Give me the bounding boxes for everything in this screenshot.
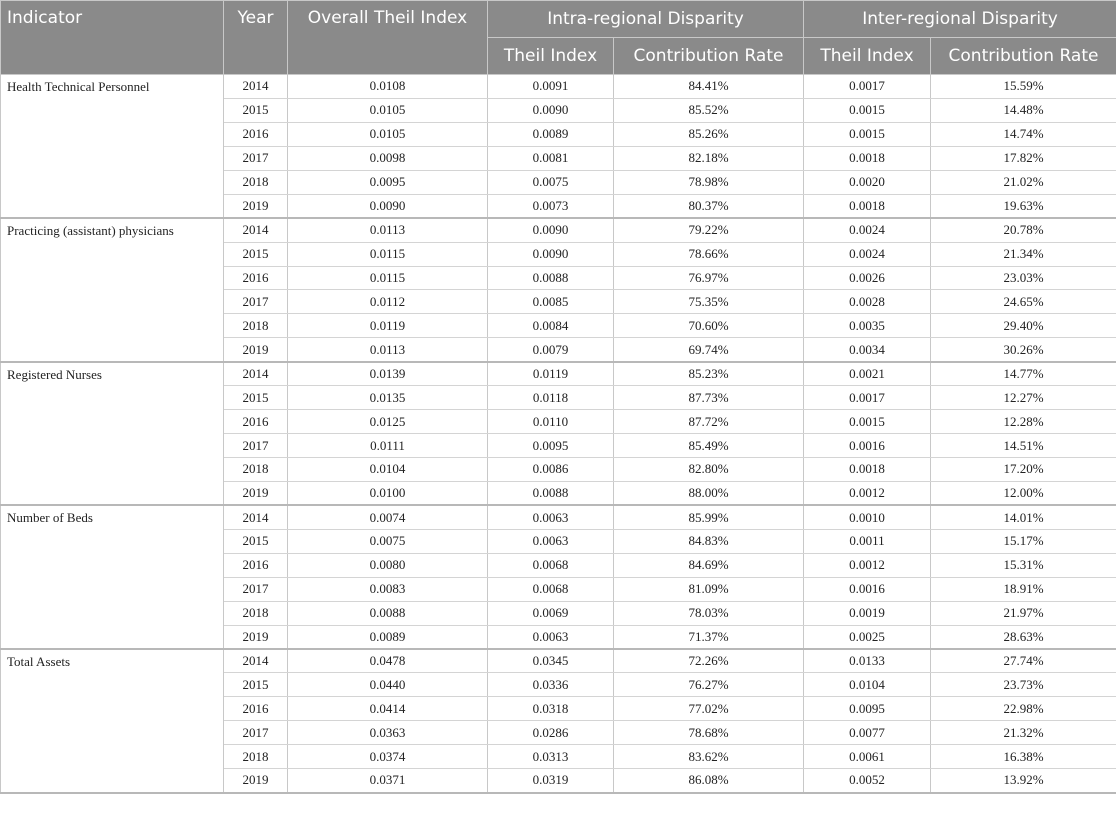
- inter-theil-cell: 0.0095: [804, 697, 931, 721]
- intra-theil-cell: 0.0063: [488, 625, 614, 649]
- inter-contribution-cell: 16.38%: [931, 745, 1116, 769]
- overall-theil-cell: 0.0074: [288, 505, 488, 529]
- year-cell: 2017: [224, 577, 288, 601]
- header-inter-theil: Theil Index: [804, 38, 931, 75]
- intra-contribution-cell: 76.27%: [614, 673, 804, 697]
- year-cell: 2015: [224, 98, 288, 122]
- overall-theil-cell: 0.0113: [288, 338, 488, 362]
- inter-contribution-cell: 17.20%: [931, 458, 1116, 482]
- overall-theil-cell: 0.0100: [288, 481, 488, 505]
- inter-contribution-cell: 21.34%: [931, 242, 1116, 266]
- intra-contribution-cell: 87.72%: [614, 410, 804, 434]
- table-row: [1, 649, 1116, 673]
- inter-contribution-cell: 21.97%: [931, 601, 1116, 625]
- intra-theil-cell: 0.0319: [488, 769, 614, 793]
- inter-theil-cell: 0.0019: [804, 601, 931, 625]
- inter-theil-cell: 0.0020: [804, 170, 931, 194]
- intra-theil-cell: 0.0345: [488, 649, 614, 673]
- inter-theil-cell: 0.0104: [804, 673, 931, 697]
- year-cell: 2018: [224, 314, 288, 338]
- header-inter-contribution: Contribution Rate: [931, 38, 1116, 75]
- inter-contribution-cell: 19.63%: [931, 194, 1116, 218]
- overall-theil-cell: 0.0374: [288, 745, 488, 769]
- year-cell: 2017: [224, 290, 288, 314]
- header-intra-regional: Intra-regional Disparity: [488, 1, 804, 38]
- inter-theil-cell: 0.0015: [804, 122, 931, 146]
- year-cell: 2019: [224, 769, 288, 793]
- table-body: [1, 75, 1116, 793]
- year-cell: 2016: [224, 122, 288, 146]
- inter-contribution-cell: 15.31%: [931, 553, 1116, 577]
- intra-contribution-cell: 88.00%: [614, 481, 804, 505]
- intra-contribution-cell: 78.98%: [614, 170, 804, 194]
- inter-theil-cell: 0.0018: [804, 458, 931, 482]
- intra-theil-cell: 0.0090: [488, 242, 614, 266]
- intra-contribution-cell: 85.99%: [614, 505, 804, 529]
- inter-theil-cell: 0.0133: [804, 649, 931, 673]
- inter-contribution-cell: 13.92%: [931, 769, 1116, 793]
- inter-contribution-cell: 15.59%: [931, 75, 1116, 99]
- year-cell: 2014: [224, 649, 288, 673]
- intra-theil-cell: 0.0063: [488, 505, 614, 529]
- header-inter-regional: Inter-regional Disparity: [804, 1, 1116, 38]
- intra-theil-cell: 0.0286: [488, 721, 614, 745]
- overall-theil-cell: 0.0115: [288, 266, 488, 290]
- intra-theil-cell: 0.0089: [488, 122, 614, 146]
- inter-contribution-cell: 20.78%: [931, 218, 1116, 242]
- intra-contribution-cell: 84.41%: [614, 75, 804, 99]
- intra-theil-cell: 0.0068: [488, 577, 614, 601]
- year-cell: 2017: [224, 721, 288, 745]
- year-cell: 2017: [224, 434, 288, 458]
- year-cell: 2019: [224, 194, 288, 218]
- inter-contribution-cell: 15.17%: [931, 529, 1116, 553]
- inter-theil-cell: 0.0035: [804, 314, 931, 338]
- inter-contribution-cell: 23.73%: [931, 673, 1116, 697]
- inter-theil-cell: 0.0017: [804, 75, 931, 99]
- header-year: Year: [224, 1, 288, 75]
- table-header: [1, 1, 1116, 75]
- year-cell: 2015: [224, 242, 288, 266]
- inter-contribution-cell: 21.02%: [931, 170, 1116, 194]
- inter-contribution-cell: 14.74%: [931, 122, 1116, 146]
- year-cell: 2016: [224, 266, 288, 290]
- intra-contribution-cell: 84.83%: [614, 529, 804, 553]
- overall-theil-cell: 0.0080: [288, 553, 488, 577]
- intra-contribution-cell: 82.18%: [614, 146, 804, 170]
- overall-theil-cell: 0.0090: [288, 194, 488, 218]
- overall-theil-cell: 0.0088: [288, 601, 488, 625]
- intra-contribution-cell: 80.37%: [614, 194, 804, 218]
- intra-contribution-cell: 76.97%: [614, 266, 804, 290]
- intra-contribution-cell: 78.03%: [614, 601, 804, 625]
- inter-theil-cell: 0.0028: [804, 290, 931, 314]
- indicator-cell: Practicing (assistant) physicians: [1, 218, 224, 362]
- year-cell: 2017: [224, 146, 288, 170]
- inter-contribution-cell: 17.82%: [931, 146, 1116, 170]
- intra-contribution-cell: 83.62%: [614, 745, 804, 769]
- inter-theil-cell: 0.0052: [804, 769, 931, 793]
- inter-contribution-cell: 27.74%: [931, 649, 1116, 673]
- inter-theil-cell: 0.0024: [804, 218, 931, 242]
- inter-theil-cell: 0.0015: [804, 410, 931, 434]
- intra-theil-cell: 0.0088: [488, 481, 614, 505]
- year-cell: 2019: [224, 481, 288, 505]
- intra-theil-cell: 0.0088: [488, 266, 614, 290]
- inter-contribution-cell: 12.27%: [931, 386, 1116, 410]
- header-overall-theil: Overall Theil Index: [288, 1, 488, 75]
- inter-contribution-cell: 14.48%: [931, 98, 1116, 122]
- intra-contribution-cell: 84.69%: [614, 553, 804, 577]
- inter-contribution-cell: 14.51%: [931, 434, 1116, 458]
- intra-theil-cell: 0.0069: [488, 601, 614, 625]
- year-cell: 2014: [224, 505, 288, 529]
- intra-contribution-cell: 86.08%: [614, 769, 804, 793]
- intra-contribution-cell: 69.74%: [614, 338, 804, 362]
- inter-contribution-cell: 12.28%: [931, 410, 1116, 434]
- intra-contribution-cell: 82.80%: [614, 458, 804, 482]
- intra-contribution-cell: 79.22%: [614, 218, 804, 242]
- inter-contribution-cell: 18.91%: [931, 577, 1116, 601]
- inter-theil-cell: 0.0077: [804, 721, 931, 745]
- overall-theil-cell: 0.0363: [288, 721, 488, 745]
- inter-theil-cell: 0.0011: [804, 529, 931, 553]
- year-cell: 2015: [224, 386, 288, 410]
- overall-theil-cell: 0.0135: [288, 386, 488, 410]
- intra-theil-cell: 0.0084: [488, 314, 614, 338]
- inter-theil-cell: 0.0034: [804, 338, 931, 362]
- year-cell: 2019: [224, 625, 288, 649]
- intra-contribution-cell: 75.35%: [614, 290, 804, 314]
- overall-theil-cell: 0.0112: [288, 290, 488, 314]
- intra-theil-cell: 0.0318: [488, 697, 614, 721]
- inter-theil-cell: 0.0012: [804, 553, 931, 577]
- overall-theil-cell: 0.0098: [288, 146, 488, 170]
- year-cell: 2018: [224, 458, 288, 482]
- intra-theil-cell: 0.0086: [488, 458, 614, 482]
- inter-contribution-cell: 22.98%: [931, 697, 1116, 721]
- inter-contribution-cell: 14.77%: [931, 362, 1116, 386]
- inter-contribution-cell: 29.40%: [931, 314, 1116, 338]
- inter-theil-cell: 0.0024: [804, 242, 931, 266]
- intra-contribution-cell: 87.73%: [614, 386, 804, 410]
- inter-theil-cell: 0.0016: [804, 434, 931, 458]
- year-cell: 2016: [224, 410, 288, 434]
- header-intra-contribution: Contribution Rate: [614, 38, 804, 75]
- intra-theil-cell: 0.0079: [488, 338, 614, 362]
- overall-theil-cell: 0.0371: [288, 769, 488, 793]
- year-cell: 2014: [224, 75, 288, 99]
- indicator-cell: Number of Beds: [1, 505, 224, 649]
- intra-contribution-cell: 85.23%: [614, 362, 804, 386]
- inter-contribution-cell: 28.63%: [931, 625, 1116, 649]
- inter-theil-cell: 0.0025: [804, 625, 931, 649]
- intra-theil-cell: 0.0090: [488, 98, 614, 122]
- inter-theil-cell: 0.0015: [804, 98, 931, 122]
- intra-theil-cell: 0.0068: [488, 553, 614, 577]
- overall-theil-cell: 0.0414: [288, 697, 488, 721]
- year-cell: 2014: [224, 218, 288, 242]
- overall-theil-cell: 0.0111: [288, 434, 488, 458]
- intra-theil-cell: 0.0081: [488, 146, 614, 170]
- inter-contribution-cell: 30.26%: [931, 338, 1116, 362]
- overall-theil-cell: 0.0083: [288, 577, 488, 601]
- inter-theil-cell: 0.0061: [804, 745, 931, 769]
- indicator-cell: Health Technical Personnel: [1, 75, 224, 219]
- intra-contribution-cell: 85.52%: [614, 98, 804, 122]
- intra-theil-cell: 0.0090: [488, 218, 614, 242]
- intra-contribution-cell: 72.26%: [614, 649, 804, 673]
- intra-theil-cell: 0.0110: [488, 410, 614, 434]
- overall-theil-cell: 0.0108: [288, 75, 488, 99]
- year-cell: 2016: [224, 697, 288, 721]
- year-cell: 2014: [224, 362, 288, 386]
- year-cell: 2016: [224, 553, 288, 577]
- inter-theil-cell: 0.0018: [804, 146, 931, 170]
- inter-theil-cell: 0.0010: [804, 505, 931, 529]
- year-cell: 2018: [224, 601, 288, 625]
- indicator-cell: Registered Nurses: [1, 362, 224, 506]
- intra-theil-cell: 0.0118: [488, 386, 614, 410]
- overall-theil-cell: 0.0075: [288, 529, 488, 553]
- intra-contribution-cell: 77.02%: [614, 697, 804, 721]
- intra-theil-cell: 0.0073: [488, 194, 614, 218]
- inter-contribution-cell: 24.65%: [931, 290, 1116, 314]
- intra-theil-cell: 0.0119: [488, 362, 614, 386]
- intra-contribution-cell: 71.37%: [614, 625, 804, 649]
- intra-contribution-cell: 85.26%: [614, 122, 804, 146]
- intra-theil-cell: 0.0336: [488, 673, 614, 697]
- intra-theil-cell: 0.0313: [488, 745, 614, 769]
- inter-theil-cell: 0.0012: [804, 481, 931, 505]
- year-cell: 2018: [224, 170, 288, 194]
- intra-theil-cell: 0.0095: [488, 434, 614, 458]
- intra-contribution-cell: 78.68%: [614, 721, 804, 745]
- year-cell: 2018: [224, 745, 288, 769]
- overall-theil-cell: 0.0095: [288, 170, 488, 194]
- intra-contribution-cell: 78.66%: [614, 242, 804, 266]
- overall-theil-cell: 0.0115: [288, 242, 488, 266]
- header-intra-theil: Theil Index: [488, 38, 614, 75]
- inter-contribution-cell: 12.00%: [931, 481, 1116, 505]
- indicator-cell: Total Assets: [1, 649, 224, 793]
- overall-theil-cell: 0.0119: [288, 314, 488, 338]
- table-row: [1, 218, 1116, 242]
- overall-theil-cell: 0.0139: [288, 362, 488, 386]
- header-indicator: Indicator: [1, 1, 224, 75]
- table-row: [1, 75, 1116, 99]
- intra-theil-cell: 0.0085: [488, 290, 614, 314]
- inter-theil-cell: 0.0021: [804, 362, 931, 386]
- overall-theil-cell: 0.0125: [288, 410, 488, 434]
- inter-theil-cell: 0.0018: [804, 194, 931, 218]
- intra-theil-cell: 0.0063: [488, 529, 614, 553]
- overall-theil-cell: 0.0089: [288, 625, 488, 649]
- inter-contribution-cell: 23.03%: [931, 266, 1116, 290]
- intra-contribution-cell: 70.60%: [614, 314, 804, 338]
- inter-contribution-cell: 14.01%: [931, 505, 1116, 529]
- table-row: [1, 505, 1116, 529]
- intra-theil-cell: 0.0091: [488, 75, 614, 99]
- table-row: [1, 362, 1116, 386]
- year-cell: 2015: [224, 673, 288, 697]
- inter-theil-cell: 0.0017: [804, 386, 931, 410]
- overall-theil-cell: 0.0478: [288, 649, 488, 673]
- intra-contribution-cell: 85.49%: [614, 434, 804, 458]
- overall-theil-cell: 0.0104: [288, 458, 488, 482]
- year-cell: 2015: [224, 529, 288, 553]
- overall-theil-cell: 0.0113: [288, 218, 488, 242]
- overall-theil-cell: 0.0105: [288, 122, 488, 146]
- inter-theil-cell: 0.0026: [804, 266, 931, 290]
- inter-contribution-cell: 21.32%: [931, 721, 1116, 745]
- overall-theil-cell: 0.0440: [288, 673, 488, 697]
- year-cell: 2019: [224, 338, 288, 362]
- inter-theil-cell: 0.0016: [804, 577, 931, 601]
- intra-contribution-cell: 81.09%: [614, 577, 804, 601]
- overall-theil-cell: 0.0105: [288, 98, 488, 122]
- intra-theil-cell: 0.0075: [488, 170, 614, 194]
